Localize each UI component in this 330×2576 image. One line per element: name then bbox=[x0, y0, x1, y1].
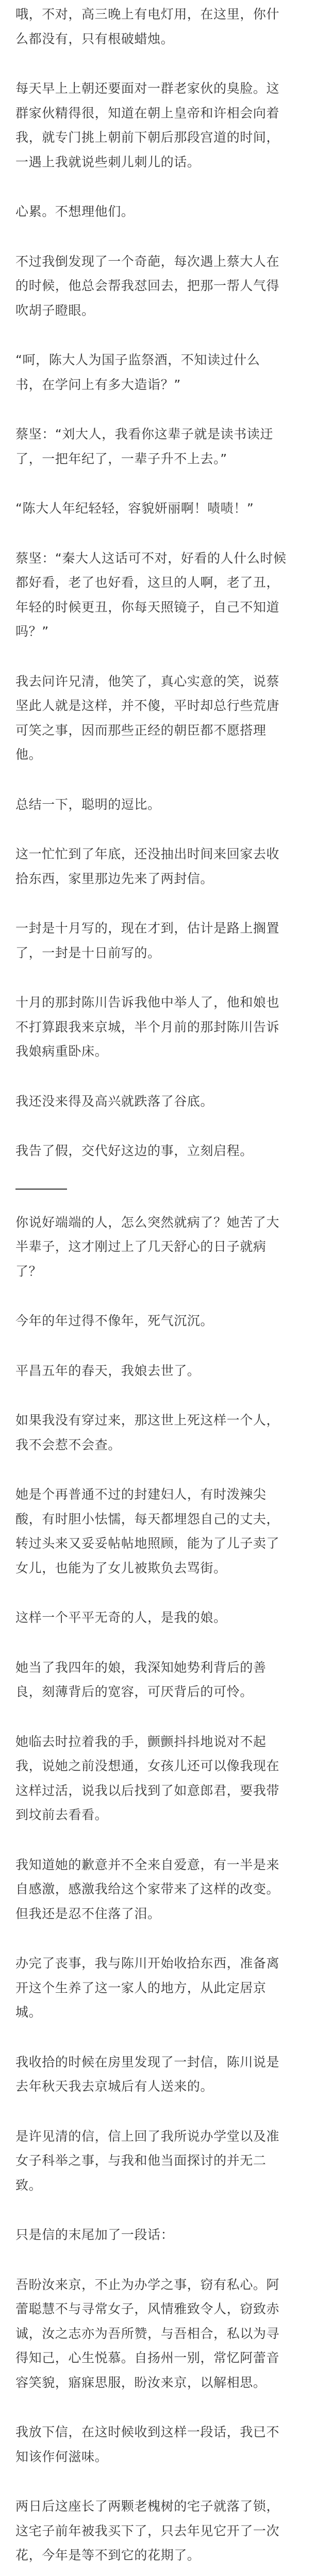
paragraph bbox=[15, 916, 315, 965]
paragraph-line: 平昌五年的春天，我娘去世了。 bbox=[15, 1363, 201, 1378]
paragraph-line: 自感激，感激我给这个家带来了这样的改变。 bbox=[15, 1882, 280, 1896]
paragraph bbox=[15, 76, 315, 174]
paragraph bbox=[15, 1605, 315, 1630]
paragraph-line: 今年的年过得不像年，死气沉沉。 bbox=[15, 1313, 214, 1328]
paragraph-line: 但我还是忍不住落了泪。 bbox=[15, 1906, 161, 1921]
paragraph-line: 吹胡子瞪眼。 bbox=[15, 302, 95, 318]
paragraph-line: 每天早上上朝还要面对一群老家伙的臭脸。这 bbox=[15, 81, 280, 96]
paragraph-line: 两日后这座长了两颗老槐树的宅子就落了锁， bbox=[15, 2499, 280, 2514]
paragraph-line: 拾东西，家里那边先来了两封信。 bbox=[15, 871, 214, 886]
paragraph-line: “呵，陈大人为国子监祭酒，不知读过什么 bbox=[15, 352, 260, 367]
paragraph-line: 我，说她之前没想通，女孩儿还可以像我现在 bbox=[15, 1758, 280, 1773]
paragraph-line: 她当了我四年的娘，我深知她势利背后的善 bbox=[15, 1659, 267, 1675]
paragraph-line: 到坟前去看看。 bbox=[15, 1807, 108, 1822]
paragraph bbox=[15, 496, 315, 521]
paragraph-line: “陈大人年纪轻轻，容貌妍丽啊！啧啧！” bbox=[15, 501, 254, 516]
paragraph-line: 去年秋天我去京城后有人送来的。 bbox=[15, 2079, 214, 2094]
paragraph-line: 十月的那封陈川告诉我他中举人了，他和娘也 bbox=[15, 995, 280, 1010]
paragraph-line: 这样一个平平无奇的人，是我的娘。 bbox=[15, 1610, 227, 1625]
paragraph-line: 转过头来又妥妥帖帖地照顾，能为了儿子卖了 bbox=[15, 1536, 280, 1551]
paragraph bbox=[15, 348, 315, 397]
paragraph bbox=[15, 1408, 315, 1457]
paragraph-line: 都好看，老了也好看，这旦的人啊，老了丑， bbox=[15, 575, 280, 590]
paragraph-line: 年轻的时候更丑，你每天照镜子，自己不知道 bbox=[15, 599, 280, 615]
paragraph-line: 办完了丧事，我与陈川开始收拾东西，准备离 bbox=[15, 1956, 280, 1971]
paragraph bbox=[15, 2050, 315, 2099]
paragraph bbox=[15, 1309, 315, 1333]
paragraph-line: 心累。不想理他们。 bbox=[15, 204, 135, 219]
paragraph-line: 不过我倒发现了一个奇葩，每次遇上蔡大人在 bbox=[15, 253, 280, 269]
paragraph-line: 了，一把年纪了，一辈子升不上去。” bbox=[15, 451, 227, 466]
paragraph bbox=[15, 1089, 315, 1114]
paragraph bbox=[15, 669, 315, 767]
paragraph bbox=[15, 249, 315, 323]
paragraph bbox=[15, 2124, 315, 2198]
paragraph bbox=[15, 842, 315, 891]
paragraph-line: 了？ bbox=[15, 1263, 42, 1279]
paragraph bbox=[15, 1730, 315, 1827]
paragraph-line: 容笑貌，寤寐思服，盼汝来京，以解相思。 bbox=[15, 2375, 267, 2390]
paragraph bbox=[15, 1853, 315, 1926]
paragraph-line: 你说好端端的人，怎么突然就病了？她苦了大 bbox=[15, 1214, 280, 1230]
paragraph-line: 女子科举之事，与我和他当面探讨的并无二 bbox=[15, 2153, 267, 2168]
paragraph bbox=[15, 1210, 315, 1284]
paragraph-line: 这宅子前年被我买下了，只去年见它开了一次 bbox=[15, 2523, 280, 2538]
paragraph-line: 的时候，他总会帮我怼回去，把那一帮人气得 bbox=[15, 278, 280, 293]
paragraph-line: 蕾聪慧不与寻常女子，风情雅致令人，窃致赤 bbox=[15, 2301, 280, 2316]
paragraph-line: 花，今年是等不到它的花期了。 bbox=[15, 2548, 201, 2563]
paragraph-line: 诚，汝之志亦为吾所赞，与吾相合，私以为寻 bbox=[15, 2326, 280, 2341]
paragraph bbox=[15, 546, 315, 644]
article-section-1 bbox=[15, 2, 315, 1163]
paragraph-line: 我还没来得及高兴就跌落了谷底。 bbox=[15, 1093, 214, 1109]
paragraph-line: 他。 bbox=[15, 747, 42, 762]
paragraph-line: 群家伙精得很，知道在朝上皇帝和许相会向着 bbox=[15, 105, 280, 121]
paragraph-line: 我娘病重卧床。 bbox=[15, 1044, 108, 1059]
paragraph bbox=[15, 2420, 315, 2469]
paragraph-line: 不打算跟我来京城，半个月前的那封陈川告诉 bbox=[15, 1019, 280, 1035]
paragraph bbox=[15, 1139, 315, 1163]
paragraph-line: 女儿，也能为了女儿被欺负去骂街。 bbox=[15, 1560, 227, 1575]
paragraph-line: 致。 bbox=[15, 2177, 42, 2193]
paragraph-line: 她是个再普通不过的封建妇人，有时泼辣尖 bbox=[15, 1487, 267, 1502]
paragraph-line: 可笑之事，因而那些正经的朝臣都不愿搭理 bbox=[15, 722, 267, 738]
paragraph-line: 是许见清的信，信上回了我所说办学堂以及准 bbox=[15, 2128, 280, 2144]
paragraph bbox=[15, 1482, 315, 1580]
paragraph-line: 如果我没有穿过来，那这世上死这样一个人， bbox=[15, 1413, 280, 1428]
paragraph-line: 我告了假，交代好这边的事，立刻启程。 bbox=[15, 1143, 253, 1158]
paragraph bbox=[15, 2, 315, 51]
paragraph-line: 这一忙忙到了年底，还没抽出时间来回家去收 bbox=[15, 846, 280, 861]
paragraph-line: 吾盼汝来京，不止为办学之事，窃有私心。阿 bbox=[15, 2277, 280, 2292]
paragraph bbox=[15, 199, 315, 224]
paragraph bbox=[15, 1951, 315, 2025]
section-divider bbox=[15, 1189, 67, 1190]
paragraph bbox=[15, 990, 315, 1064]
paragraph-line: 我放下信，在这时候收到这样一段话，我已不 bbox=[15, 2425, 280, 2439]
paragraph-line: 这样过活，说我以后找到了如意郎君，要我带 bbox=[15, 1783, 280, 1798]
paragraph-line: 我，就专门挑上朝前下朝后那段宫道的时间， bbox=[15, 130, 280, 145]
paragraph-line: 一封是十月写的，现在才到，估计是路上搁置 bbox=[15, 921, 280, 936]
paragraph-line: 哦，不对，高三晚上有电灯用，在这里，你什 bbox=[15, 7, 280, 22]
paragraph-line: 只是信的末尾加了一段话： bbox=[15, 2227, 174, 2242]
paragraph-line: 良，刻薄背后的宽容，可厌背后的可怜。 bbox=[15, 1684, 253, 1699]
paragraph-line: 坚此人就是这样，并不傻，平时却总行些荒唐 bbox=[15, 698, 280, 713]
paragraph-line: 蔡坚：“刘大人，我看你这辈子就是读书读迂 bbox=[15, 427, 273, 442]
paragraph-line: 我去问许兄清，他笑了，真心实意的笑，说蔡 bbox=[15, 673, 280, 689]
paragraph bbox=[15, 2223, 315, 2247]
paragraph bbox=[15, 422, 315, 471]
paragraph-line: 开这个生养了这一家人的地方，从此定居京 bbox=[15, 1980, 267, 1995]
paragraph-line: 我不会惹不会查。 bbox=[15, 1437, 121, 1452]
paragraph-line: 么都没有，只有根破蜡烛。 bbox=[15, 31, 174, 46]
paragraph bbox=[15, 1655, 315, 1704]
paragraph-line: 吗？” bbox=[15, 624, 49, 639]
paragraph bbox=[15, 1359, 315, 1383]
paragraph-line: 酸，有时胆小怯懦，每天都埋怨自己的丈夫， bbox=[15, 1511, 280, 1527]
paragraph-line: 一遇上我就说些刺儿刺儿的话。 bbox=[15, 154, 201, 170]
paragraph-line: 我收拾的时候在房里发现了一封信，陈川说是 bbox=[15, 2054, 280, 2070]
paragraph bbox=[15, 2273, 315, 2395]
paragraph-line: 总结一下，聪明的逗比。 bbox=[15, 796, 161, 812]
article-section-2 bbox=[15, 1210, 315, 2568]
paragraph-line: 了，一封是十日前写的。 bbox=[15, 945, 161, 960]
paragraph-line: 得知己，心生悦慕。自扬州一别，常忆阿蕾音 bbox=[15, 2350, 280, 2365]
paragraph-line: 蔡坚：“秦大人这话可不对，好看的人什么时候 bbox=[15, 550, 287, 566]
paragraph bbox=[15, 792, 315, 817]
paragraph-line: 书，在学问上有多大造诣？” bbox=[15, 377, 181, 392]
paragraph-line: 城。 bbox=[15, 2005, 42, 2020]
paragraph bbox=[15, 2494, 315, 2568]
paragraph-line: 半辈子，这才刚过上了几天舒心的日子就病 bbox=[15, 1239, 267, 1254]
paragraph-line: 我知道她的歉意并不全来自爱意，有一半是来 bbox=[15, 1857, 280, 1872]
paragraph-line: 知该作何滋味。 bbox=[15, 2449, 108, 2464]
paragraph-line: 她临去时拉着我的手，颤颤抖抖地说对不起 bbox=[15, 1734, 267, 1749]
